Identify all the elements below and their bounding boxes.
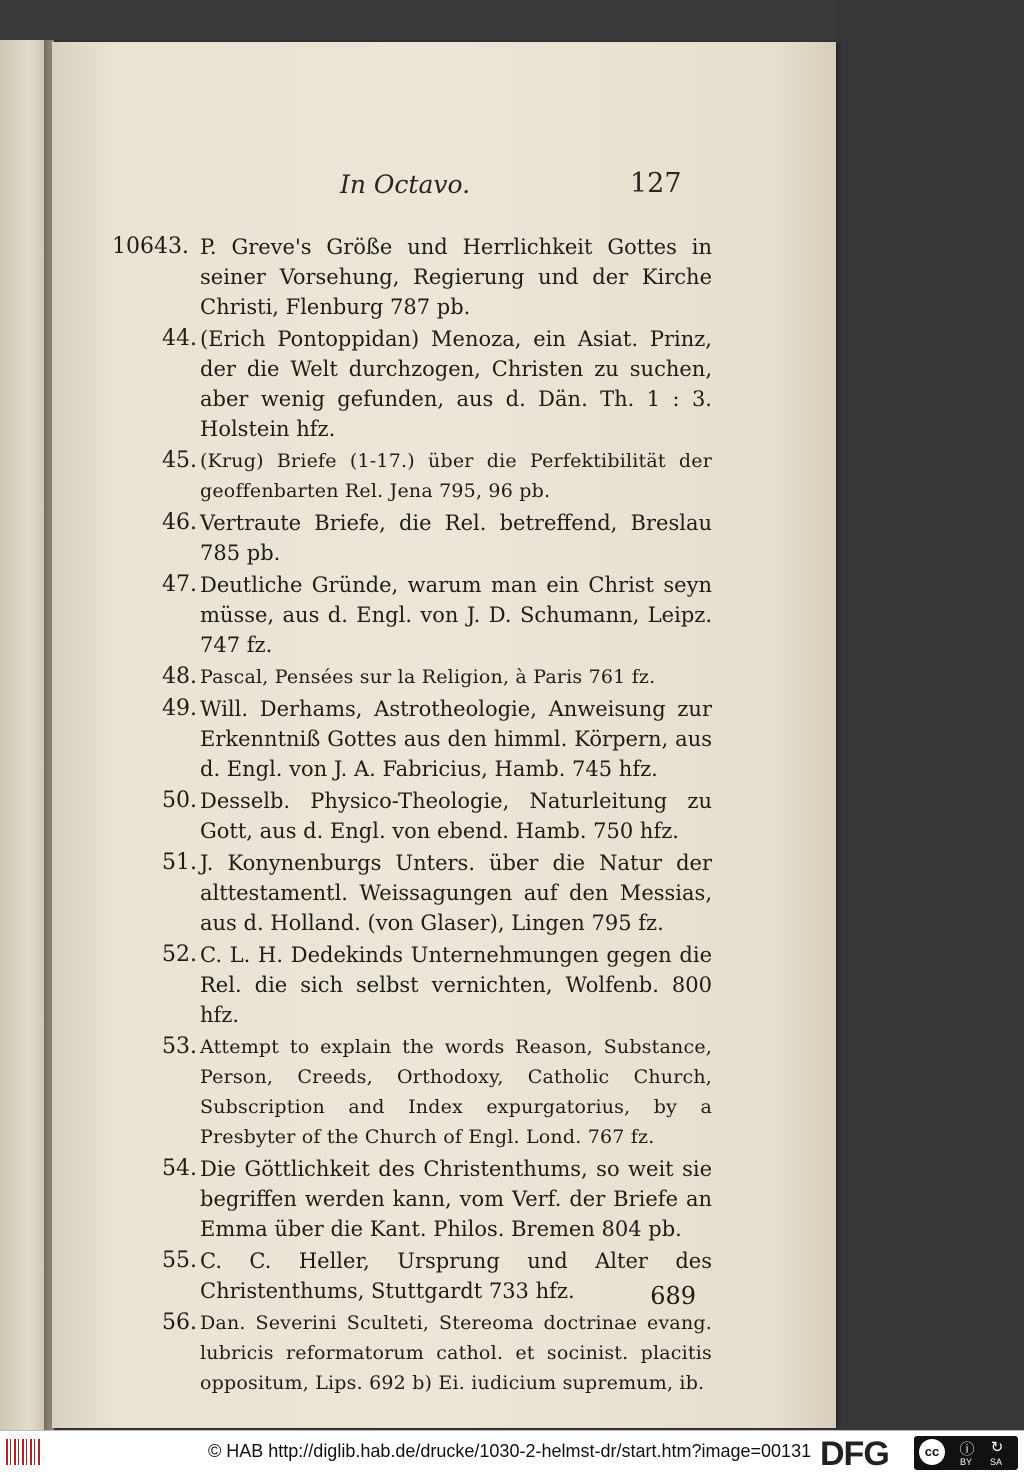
entry-number: 10643.	[112, 234, 189, 259]
dfg-logo: DFG	[820, 1435, 889, 1473]
permalink-credit[interactable]: © HAB http://diglib.hab.de/drucke/1030-2-helmst-dr/start.htm?image=00131	[208, 1441, 812, 1461]
entry-number: 46.	[162, 510, 197, 535]
entry-text: Vertraute Briefe, die Rel. betreffend, Breslau 785 pb.	[200, 511, 712, 565]
entry-text: P. Greve's Größe und Herrlichkeit Gottes in seiner Vorsehung, Regierung und der Kirche Christi, Flenburg 787 pb.	[200, 235, 712, 319]
catalog-entry	[112, 848, 712, 938]
barcode-icon	[6, 1439, 40, 1465]
catalog-entry	[112, 324, 712, 444]
catalog-entry	[112, 1246, 712, 1306]
entry-number: 56.	[162, 1310, 197, 1335]
entry-number: 52.	[162, 942, 197, 967]
catalog-entry	[112, 662, 712, 692]
scan-background	[836, 0, 1024, 1430]
catalog-entry	[112, 786, 712, 846]
entry-number: 54.	[162, 1156, 197, 1181]
entry-text: Attempt to explain the words Reason, Substance, Person, Creeds, Orthodoxy, Catholic Church, Subscription and Index expurgatorius, by a Presbyter of the Church of Engl. Lond. 767 fz.	[200, 1036, 712, 1148]
entry-number: 49.	[162, 696, 197, 721]
entry-text: C. L. H. Dedekinds Unternehmungen gegen die Rel. die sich selbst vernichten, Wolfenb. 800 hfz.	[200, 943, 712, 1027]
catalog-entry	[112, 570, 712, 660]
entry-text: Die Göttlichkeit des Christenthums, so weit sie begriffen werden kann, vom Verf. der Briefe an Emma über die Kant. Philos. Bremen 804 pb.	[200, 1157, 712, 1241]
catalog-entry	[112, 1032, 712, 1152]
entry-number: 53.	[162, 1034, 197, 1059]
entry-number: 45.	[162, 448, 197, 473]
entry-number: 55.	[162, 1248, 197, 1273]
share-alike-icon: ↻	[990, 1438, 1004, 1456]
catalog-entry	[112, 1154, 712, 1244]
cc-license-badge[interactable]	[914, 1436, 1018, 1470]
entry-number: 50.	[162, 788, 197, 813]
entry-text: Will. Derhams, Astrotheologie, Anweisung zur Erkenntniß Gottes aus den himml. Körpern, aus d. Engl. von J. A. Fabricius, Hamb. 745 hfz.	[200, 697, 712, 781]
entry-text: (Krug) Briefe (1-17.) über die Perfektibilität der geoffenbarten Rel. Jena 795, 96 pb.	[200, 450, 712, 502]
catalog-entry	[112, 1308, 712, 1398]
catalog-entry	[112, 446, 712, 506]
catalog-entry	[112, 232, 712, 322]
entry-number: 44.	[162, 326, 197, 351]
catalog-entry	[112, 694, 712, 784]
footer-bar	[0, 1430, 1024, 1473]
by-label: BY	[960, 1457, 973, 1467]
entry-text: C. C. Heller, Ursprung und Alter des Christenthums, Stuttgardt 733 hfz.	[200, 1249, 712, 1303]
entry-number: 47.	[162, 572, 197, 597]
entry-text: Deutliche Gründe, warum man ein Christ seyn müsse, aus d. Engl. von J. D. Schumann, Leipz. 747 fz.	[200, 573, 712, 657]
attribution-icon: ⓘ	[959, 1440, 975, 1458]
entry-text: J. Konynenburgs Unters. über die Natur der alttestamentl. Weissagungen auf den Messias, aus d. Holland. (von Glaser), Lingen 795 fz.	[200, 851, 712, 935]
entry-text: Desselb. Physico-Theologie, Naturleitung zu Gott, aus d. Engl. von ebend. Hamb. 750 hfz.	[200, 789, 712, 843]
catalog-entry	[112, 508, 712, 568]
page-number: 127	[630, 168, 682, 199]
entry-number: 48.	[162, 664, 197, 689]
entry-text: (Erich Pontoppidan) Menoza, ein Asiat. Prinz, der die Welt durchzogen, Christen zu suchen, aber wenig gefunden, aus d. Dän. Th. 1 : 3. Holstein hfz.	[200, 327, 712, 441]
catalog-entries	[112, 232, 712, 1400]
entry-text: Pascal, Pensées sur la Religion, à Paris 761 fz.	[200, 666, 656, 688]
running-head: In Octavo.	[340, 170, 471, 199]
cc-icon: cc	[919, 1439, 945, 1465]
sa-label: SA	[990, 1457, 1003, 1467]
entry-text: Dan. Severini Sculteti, Stereoma doctrinae evang. lubricis reformatorum cathol. et socinist. placitis oppositum, Lips. 692 b) Ei. iudicium supremum, ib.	[200, 1312, 712, 1394]
book-page	[52, 42, 836, 1428]
catalog-entry	[112, 940, 712, 1030]
catchword: 689	[650, 1282, 696, 1310]
entry-number: 51.	[162, 850, 197, 875]
